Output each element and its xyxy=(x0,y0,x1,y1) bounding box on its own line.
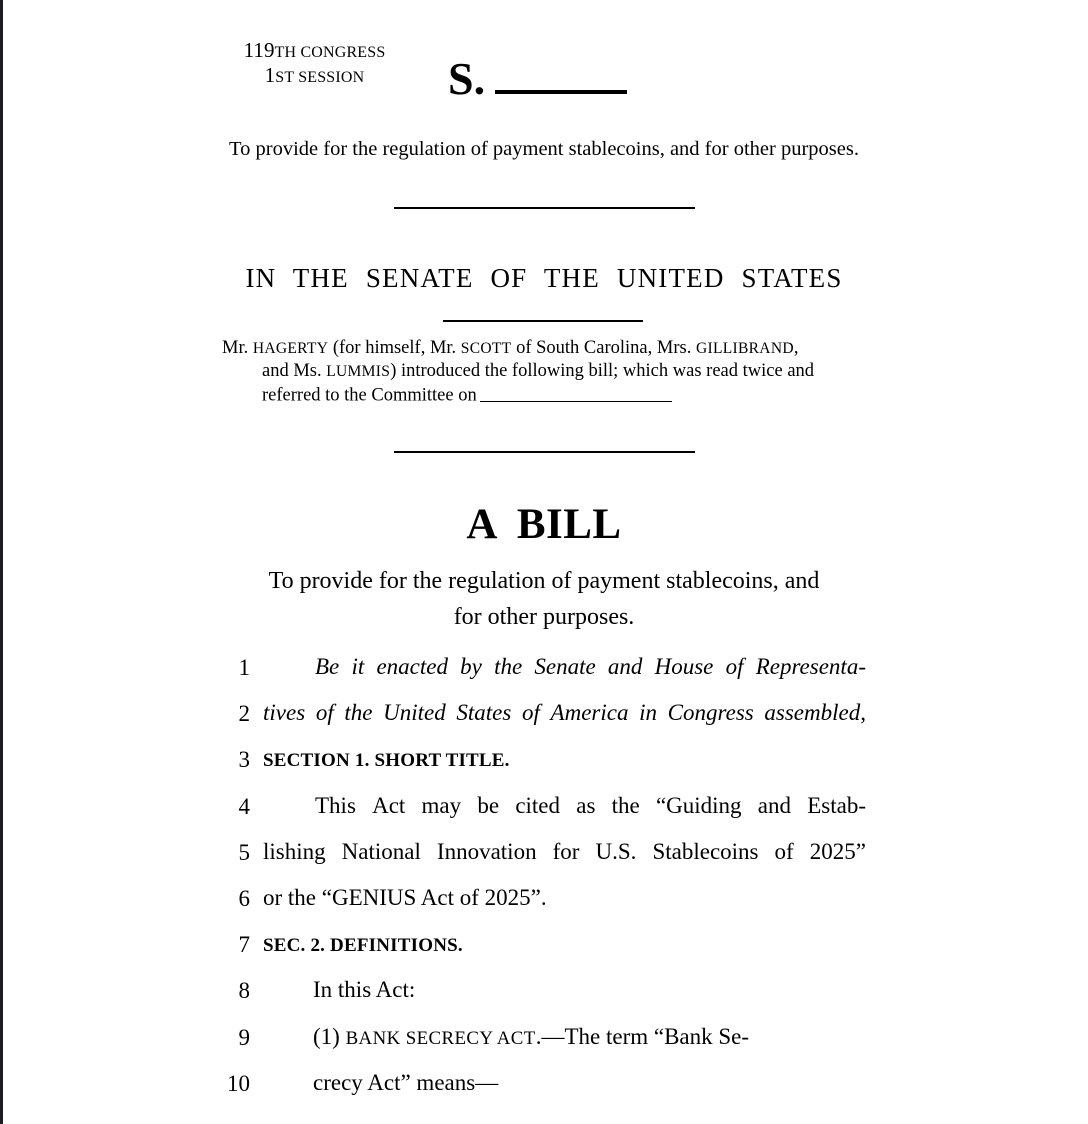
line-number: 4 xyxy=(238,793,250,819)
bill-line-text: In this Act: xyxy=(313,977,416,1003)
line-word: and xyxy=(607,654,643,679)
bill-line-text xyxy=(263,840,866,863)
line-word: as xyxy=(576,792,596,818)
bill-line-text xyxy=(263,794,866,817)
line-word: enacted xyxy=(376,654,448,679)
bill-line-text: crecy Act” means— xyxy=(313,1069,499,1095)
line-word: the xyxy=(494,654,523,679)
line-word: “Guiding xyxy=(655,792,742,818)
sponsor-text-1d: , xyxy=(793,338,799,358)
line-word: lishing xyxy=(263,838,326,864)
line-word: U.S. xyxy=(595,838,637,864)
line-word: Senate xyxy=(534,654,596,679)
bill-line xyxy=(0,650,1088,696)
sponsor-name-hagerty: HAGERTY xyxy=(252,340,329,357)
line-number: 3 xyxy=(238,747,250,773)
line-word: Estab- xyxy=(807,792,866,818)
long-title: To provide for the regulation of payment stablecoins, and for other purposes. xyxy=(229,138,859,160)
masthead xyxy=(0,0,1088,112)
session-number: 1 xyxy=(264,62,276,87)
line-word: Innovation xyxy=(436,838,537,864)
chamber-heading: IN THE SENATE OF THE UNITED STATES xyxy=(245,263,843,293)
section-heading: SEC. 2. DEFINITIONS. xyxy=(263,935,463,957)
line-word: National xyxy=(341,838,421,864)
bill-designator-block xyxy=(448,40,627,102)
line-word: Be xyxy=(315,654,340,679)
line-number: 7 xyxy=(238,932,250,958)
line-word: tives xyxy=(263,700,306,726)
bill-chamber-letter: S. xyxy=(448,53,486,104)
bill-line xyxy=(0,1020,1088,1066)
bill-line xyxy=(0,881,1088,927)
line-word: for xyxy=(552,838,580,864)
line-number: 2 xyxy=(238,701,250,727)
bill-line xyxy=(0,742,1088,788)
bill-subtitle-line-1: To provide for the regulation of payment stablecoins, and xyxy=(268,568,820,594)
line-word: be xyxy=(477,792,500,818)
bill-line-text xyxy=(263,701,866,724)
sponsor-prefix-1: Mr. xyxy=(222,338,253,358)
line-word: it xyxy=(351,654,365,679)
sponsor-name-scott: SCOTT xyxy=(460,340,512,357)
defined-term: BANK SECRECY ACT xyxy=(345,1027,536,1049)
definition-line xyxy=(313,1025,866,1049)
line-word: House xyxy=(654,654,714,679)
line-word: of xyxy=(522,700,540,726)
line-word: Representa- xyxy=(755,654,866,679)
bill-line-text xyxy=(263,655,866,678)
line-word: of xyxy=(315,700,334,726)
bill-body-numbered-lines xyxy=(0,650,1088,1112)
committee-referral-text: referred to the Committee on xyxy=(262,385,477,406)
line-word: by xyxy=(460,654,482,679)
sponsor-name-gillibrand: GILLIBRAND xyxy=(695,340,794,357)
bill-line xyxy=(0,696,1088,742)
line-number: 10 xyxy=(227,1070,250,1096)
congress-session-block xyxy=(222,38,407,88)
session-line xyxy=(222,63,407,88)
line-number: 5 xyxy=(238,839,250,865)
line-word: the xyxy=(344,700,373,726)
congress-suffix: TH CONGRESS xyxy=(274,44,386,61)
sponsor-continuation-line-3 xyxy=(222,384,868,408)
sponsor-text-2b: ) introduced the following bill; which was read twice and xyxy=(390,361,815,382)
paragraph-number: (1) xyxy=(313,1023,346,1049)
line-word: 2025” xyxy=(809,838,866,864)
sponsor-text-2a: and Ms. xyxy=(262,361,327,382)
bill-subtitle-line-2: for other purposes. xyxy=(453,604,635,630)
bill-line xyxy=(0,973,1088,1019)
divider-rule-lower xyxy=(394,451,695,453)
bill-line-text: or the “GENIUS Act of 2025”. xyxy=(263,884,547,910)
bill-number-blank-field[interactable] xyxy=(495,40,627,94)
sponsor-name-lummis: LUMMIS xyxy=(326,363,391,381)
line-word: assembled, xyxy=(764,700,866,726)
line-word: in xyxy=(639,700,658,726)
session-suffix: ST SESSION xyxy=(275,68,365,86)
bill-line xyxy=(0,927,1088,973)
line-word: Congress xyxy=(667,700,754,726)
bill-line xyxy=(0,835,1088,881)
line-word: the xyxy=(611,792,640,818)
line-number: 9 xyxy=(238,1024,250,1050)
bill-subtitle xyxy=(236,563,852,635)
line-number: 6 xyxy=(238,885,250,911)
line-word: Stablecoins xyxy=(652,838,759,864)
line-number: 1 xyxy=(238,655,250,680)
line-word: of xyxy=(725,654,744,679)
congress-number: 119 xyxy=(243,38,275,62)
bill-line xyxy=(0,1066,1088,1112)
line-word: and xyxy=(757,792,791,818)
section-heading: SECTION 1. SHORT TITLE. xyxy=(263,750,510,772)
divider-rule-short xyxy=(443,320,643,322)
line-word: may xyxy=(421,792,462,818)
sponsor-continuation-line-2 xyxy=(222,360,868,383)
line-word: America xyxy=(550,700,629,726)
sponsor-text-1c: of South Carolina, Mrs. xyxy=(511,338,696,358)
bill-line xyxy=(0,789,1088,835)
sponsor-action-block xyxy=(222,337,868,407)
line-number: 8 xyxy=(238,978,250,1004)
line-word: States xyxy=(456,700,512,726)
line-word: Act xyxy=(372,792,406,818)
line-word: United xyxy=(383,700,446,726)
definition-text: .—The term “Bank Se- xyxy=(535,1023,750,1049)
divider-rule-upper xyxy=(394,207,695,209)
line-word: cited xyxy=(515,792,561,818)
line-word: of xyxy=(774,838,794,864)
sponsor-text-1b: (for himself, Mr. xyxy=(328,338,461,358)
committee-name-blank-field[interactable] xyxy=(480,384,672,403)
line-word: This xyxy=(315,792,356,818)
bill-title: A BILL xyxy=(466,501,622,548)
congress-line xyxy=(222,38,407,63)
